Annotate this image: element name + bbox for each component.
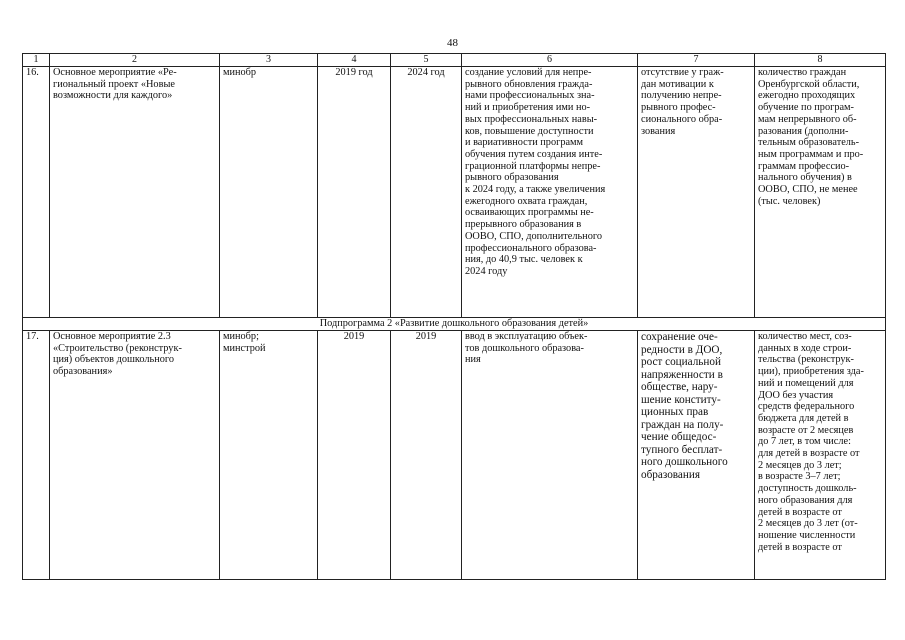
- start-year: 2019: [318, 331, 391, 580]
- indicator: количество граждан Оренбургской области, ежегодно проходящих обучение по програм- мам непрерывного об- разования (дополни- тельным образователь- ным программам и про- граммам профессио- нального обучения) в ООВО, СПО, не менее (тыс. человек): [755, 67, 886, 318]
- executor: минобр: [220, 67, 318, 318]
- consequences: отсутствие у граж- дан мотивации к получению непре- рывного профес- сионального обра- зования: [638, 67, 755, 318]
- subprogram-row: [23, 318, 886, 331]
- column-header: 6: [462, 54, 638, 67]
- executor: минобр; минстрой: [220, 331, 318, 580]
- indicator: количество мест, соз- данных в ходе строи- тельства (реконструк- ции), приобретения зда- ний и помещений для ДОО без участия средств федерального бюджета для детей в возрасте от 2 месяцев до 7 лет, в том числе: для детей в возрасте от 2 месяцев до 3 лет; в возрасте 3–7 лет; доступность дошколь- ного образования для детей в возрасте от 2 месяцев до 3 лет (от- ношение численности детей в возрасте от: [755, 331, 886, 580]
- measures-table: [22, 53, 886, 580]
- column-header: 3: [220, 54, 318, 67]
- header-row: [23, 54, 886, 67]
- column-header: 7: [638, 54, 755, 67]
- column-header: 2: [50, 54, 220, 67]
- measure-name: Основное мероприятие «Ре- гиональный проект «Новые возможности для каждого»: [50, 67, 220, 318]
- column-header: 8: [755, 54, 886, 67]
- row-number: 17.: [23, 331, 50, 580]
- page-number: 48: [447, 37, 458, 49]
- column-header: 4: [318, 54, 391, 67]
- end-year: 2019: [391, 331, 462, 580]
- table-row: [23, 331, 886, 580]
- end-year: 2024 год: [391, 67, 462, 318]
- row-number: 16.: [23, 67, 50, 318]
- expected-result: ввод в эксплуатацию объек- тов дошкольного образова- ния: [462, 331, 638, 580]
- column-header: 1: [23, 54, 50, 67]
- consequences: сохранение оче- редности в ДОО, рост социальной напряженности в обществе, нару- шение конститу- ционных прав граждан на полу- чение общедос- тупного бесплат- ного дошкольного образования: [638, 331, 755, 580]
- column-header: 5: [391, 54, 462, 67]
- expected-result: создание условий для непре- рывного обновления гражда- нами профессиональных зна- ний и приобретения ими но- вых профессиональных навы- ков, повышение доступности и вариативности программ обучения путем создания инте- грационной платформы непре- рывного образования к 2024 году, а также увеличения ежегодного охвата граждан, осваивающих программы не- прерывного образования в ООВО, СПО, дополнительного профессионального образова- ния, до 40,9 тыс. человек к 2024 году: [462, 67, 638, 318]
- table-row: [23, 67, 886, 318]
- subprogram-title: Подпрограмма 2 «Развитие дошкольного образования детей»: [23, 318, 886, 331]
- start-year: 2019 год: [318, 67, 391, 318]
- measure-name: Основное мероприятие 2.3 «Строительство (реконструк- ция) объектов дошкольного образования»: [50, 331, 220, 580]
